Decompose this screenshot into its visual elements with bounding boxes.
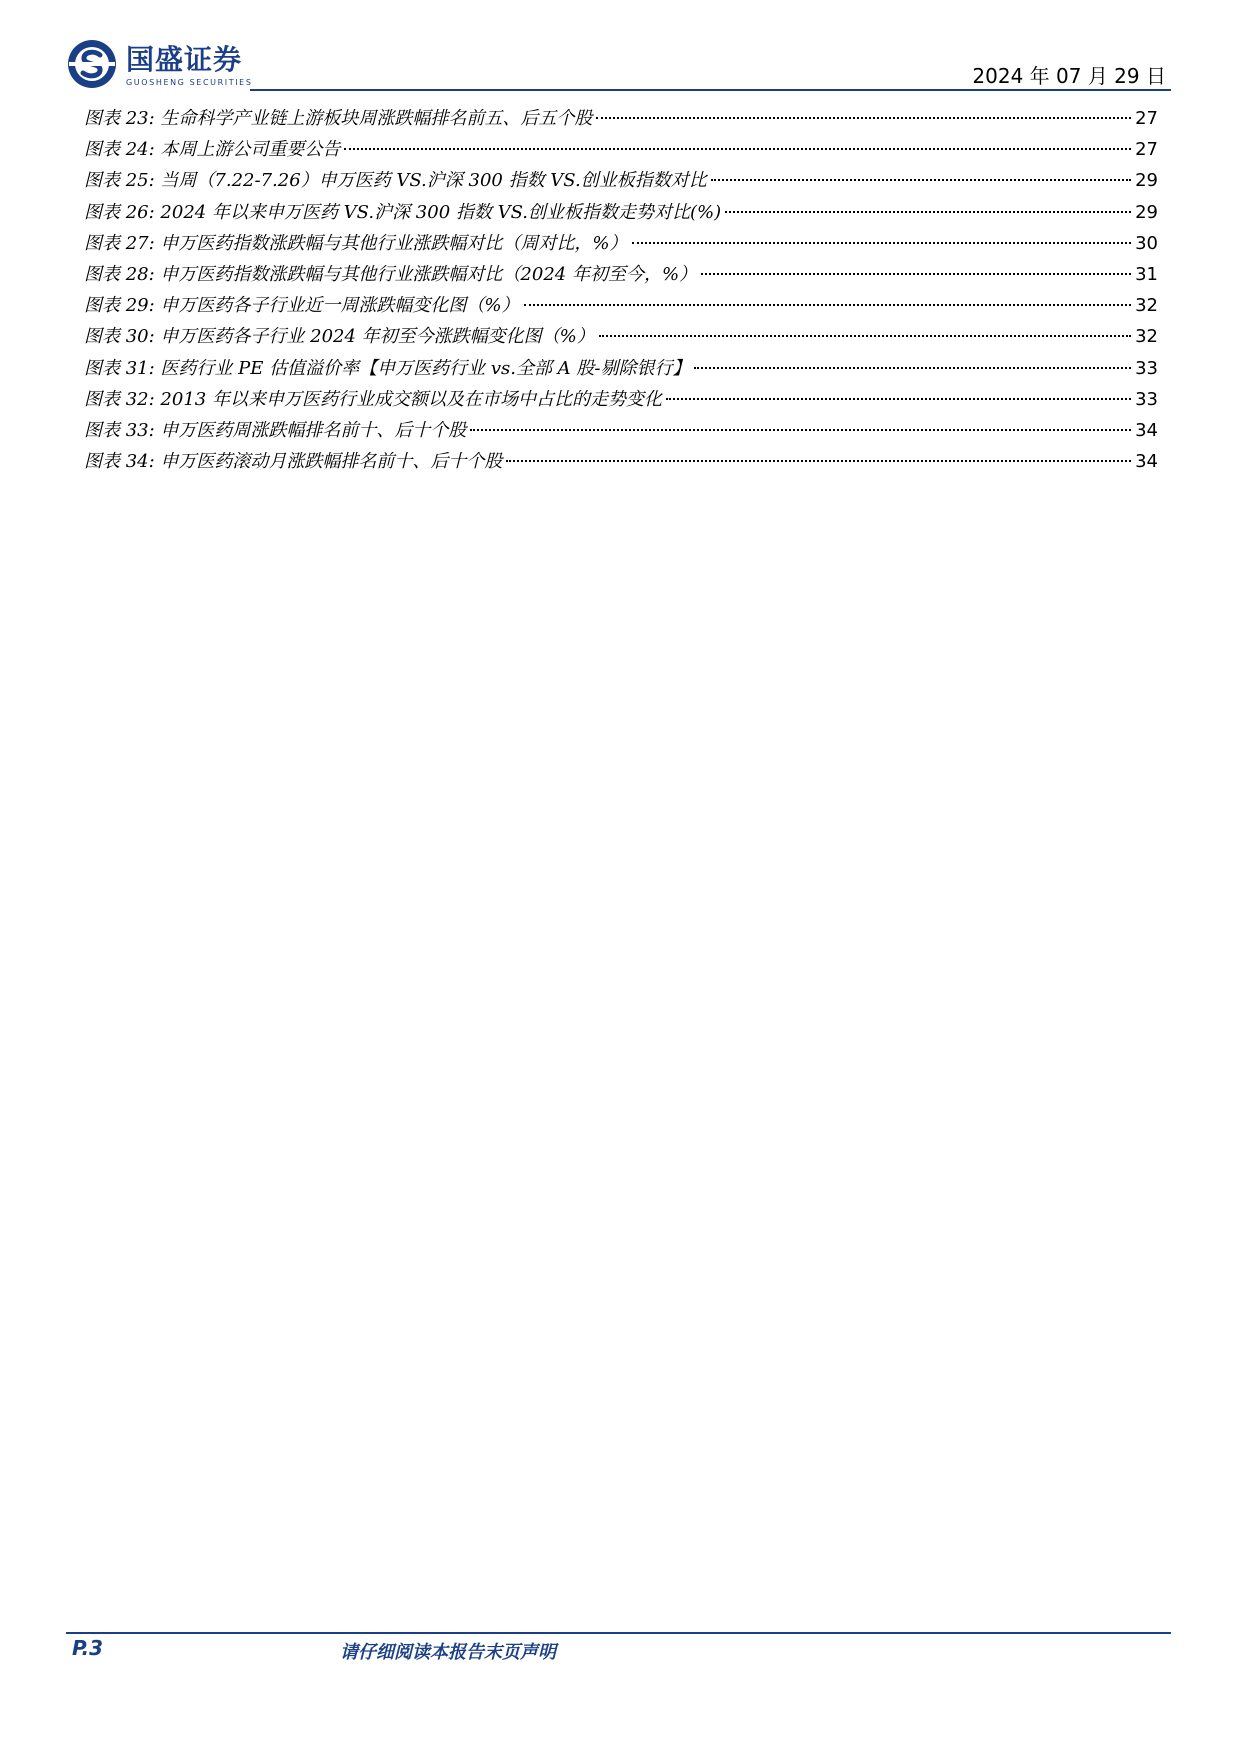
toc-entry-page: 32 [1135,295,1158,317]
page-header [0,0,1241,100]
toc-entry[interactable] [84,104,1158,135]
toc-leader-dots [701,273,1131,275]
logo-english-name: GUOSHENG SECURITIES [126,78,253,87]
toc-entry[interactable] [84,385,1158,416]
toc-entry-label: 图表 28: 申万医药指数涨跌幅与其他行业涨跌幅对比（2024 年初至今，%） [84,263,698,285]
toc-entry-label: 图表 34: 申万医药滚动月涨跌幅排名前十、后十个股 [84,451,503,473]
toc-leader-dots [632,242,1132,244]
toc-entry[interactable] [84,447,1158,478]
toc-entry-page: 30 [1135,232,1158,254]
figure-table-of-contents [84,104,1158,478]
footer-divider [66,1632,1171,1634]
toc-entry-page: 29 [1135,201,1158,223]
toc-entry-label: 图表 24: 本周上游公司重要公告 [84,139,341,161]
toc-entry-label: 图表 31: 医药行业 PE 估值溢价率【申万医药行业 vs.全部 A 股-剔除银行】 [84,357,691,379]
toc-entry[interactable] [84,260,1158,291]
toc-entry-page: 32 [1135,326,1158,348]
toc-leader-dots [725,211,1131,213]
logo-chinese-name: 国盛证券 [126,43,243,76]
toc-leader-dots [599,335,1131,337]
toc-entry-label: 图表 26: 2024 年以来申万医药 VS.沪深 300 指数 VS.创业板指数走势对比(%) [84,201,722,223]
toc-leader-dots [596,117,1131,119]
toc-entry[interactable] [84,229,1158,260]
toc-leader-dots [711,179,1131,181]
toc-entry-label: 图表 23: 生命科学产业链上游板块周涨跌幅排名前五、后五个股 [84,108,593,129]
toc-entry[interactable] [84,166,1158,197]
company-logo [66,36,306,96]
toc-entry-label: 图表 29: 申万医药各子行业近一周涨跌幅变化图（%） [84,295,520,317]
toc-entry-page: 34 [1135,451,1158,473]
toc-leader-dots [344,148,1131,150]
toc-entry-page: 31 [1135,263,1158,285]
toc-entry[interactable] [84,135,1158,166]
toc-entry-page: 33 [1135,388,1158,410]
toc-entry-label: 图表 30: 申万医药各子行业 2024 年初至今涨跌幅变化图（%） [84,326,595,348]
disclaimer-note: 请仔细阅读本报告末页声明 [340,1642,556,1663]
toc-leader-dots [666,398,1131,400]
toc-entry-label: 图表 25: 当周（7.22-7.26）申万医药 VS.沪深 300 指数 VS.创业板指数对比 [84,170,707,192]
toc-leader-dots [506,460,1131,462]
toc-entry[interactable] [84,291,1158,322]
toc-leader-dots [470,429,1131,431]
guosheng-logo-icon [66,38,118,90]
toc-entry-label: 图表 32: 2013 年以来申万医药行业成交额以及在市场中占比的走势变化 [84,388,662,410]
toc-entry-page: 29 [1135,170,1158,192]
toc-entry-label: 图表 33: 申万医药周涨跌幅排名前十、后十个股 [84,419,467,441]
toc-entry-page: 27 [1135,108,1158,129]
header-divider [250,89,1171,91]
toc-entry[interactable] [84,198,1158,229]
toc-entry[interactable] [84,354,1158,385]
toc-leader-dots [694,367,1131,369]
report-date: 2024 年 07 月 29 日 [972,64,1166,88]
toc-entry-page: 33 [1135,357,1158,379]
toc-leader-dots [524,304,1132,306]
toc-entry[interactable] [84,322,1158,353]
toc-entry-label: 图表 27: 申万医药指数涨跌幅与其他行业涨跌幅对比（周对比，%） [84,232,628,254]
toc-entry-page: 27 [1135,139,1158,161]
toc-entry[interactable] [84,416,1158,447]
toc-entry-page: 34 [1135,419,1158,441]
page-number: P.3 [72,1636,104,1660]
